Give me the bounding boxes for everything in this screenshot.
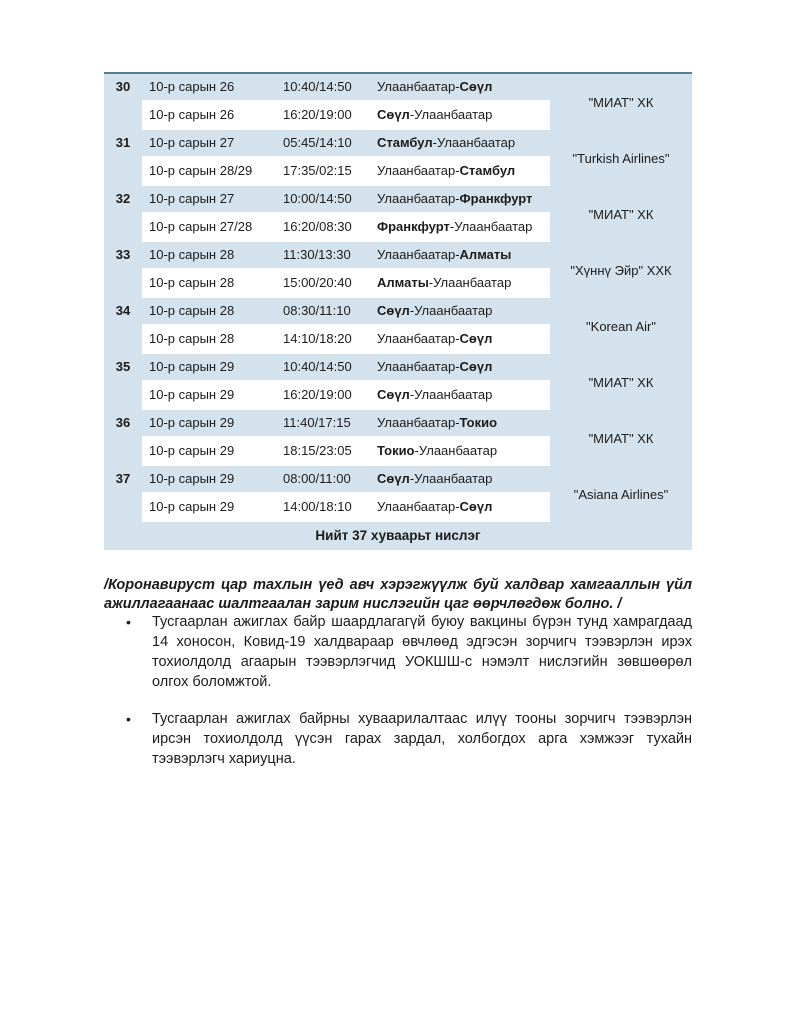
flight-number: 31 bbox=[115, 135, 131, 150]
flight-time: 10:40/14:50 bbox=[283, 79, 352, 94]
flight-time: 08:30/11:10 bbox=[283, 303, 351, 318]
destination-city: Франкфурт bbox=[459, 191, 533, 206]
flight-date: 10-р сарын 26 bbox=[149, 107, 235, 122]
flight-time: 18:15/23:05 bbox=[283, 443, 352, 458]
flight-number: 33 bbox=[115, 247, 131, 262]
flight-date: 10-р сарын 28 bbox=[149, 275, 235, 290]
flight-outbound-row bbox=[142, 74, 550, 100]
flight-date: 10-р сарын 27 bbox=[149, 191, 235, 206]
flight-route: Улаанбаатар-Сөүл bbox=[377, 359, 493, 374]
flight-outbound-row bbox=[142, 298, 550, 324]
flight-group bbox=[104, 74, 692, 130]
destination-city: Токио bbox=[459, 415, 498, 430]
flight-date: 10-р сарын 29 bbox=[149, 415, 235, 430]
airline-name: "Хүннү Эйр" ХХК bbox=[570, 262, 672, 278]
airline-name: "Turkish Airlines" bbox=[572, 150, 670, 166]
flight-number: 34 bbox=[115, 303, 131, 318]
flight-outbound-row bbox=[142, 410, 550, 436]
bullet-text: Тусгаарлан ажиглах байр шаардлагагүй буюу вакцины бүрэн тунд хамрагдаад 14 хоносон, Ковид-19 халдвараар өвчлөөд эдгэсэн зорчигч тээвэрлэн ирэх тохиолдолд агаарын тээвэрлэгчид УОКШШ-с нэмэлт нислэгийн зөвшөөрөл олгох боломжтой. bbox=[152, 614, 692, 690]
flight-date: 10-р сарын 28 bbox=[149, 247, 235, 262]
flight-outbound-row bbox=[142, 242, 550, 268]
destination-city: Сөүл bbox=[377, 107, 410, 122]
flight-return-row bbox=[142, 324, 550, 354]
flight-route: Улаанбаатар-Сөүл bbox=[377, 79, 493, 94]
flight-time: 15:00/20:40 bbox=[283, 275, 352, 290]
list-item bbox=[126, 709, 692, 769]
flight-date: 10-р сарын 26 bbox=[149, 79, 235, 94]
flight-route: Сөүл-Улаанбаатар bbox=[377, 387, 493, 402]
flight-time: 10:00/14:50 bbox=[283, 191, 352, 206]
flight-outbound-row bbox=[142, 354, 550, 380]
flight-outbound-row bbox=[142, 130, 550, 156]
airline-name: "МИАТ" ХК bbox=[588, 94, 654, 110]
airline-name: "МИАТ" ХК bbox=[588, 206, 654, 222]
flight-number: 32 bbox=[115, 191, 131, 206]
flight-route: Улаанбаатар-Стамбул bbox=[377, 163, 516, 178]
destination-city: Токио bbox=[377, 443, 415, 458]
airline-name: "МИАТ" ХК bbox=[588, 374, 654, 390]
flight-date: 10-р сарын 27/28 bbox=[149, 219, 253, 234]
destination-city: Сөүл bbox=[459, 79, 493, 94]
flight-return-row bbox=[142, 492, 550, 522]
list-item bbox=[126, 612, 692, 692]
destination-city: Франкфурт bbox=[377, 219, 450, 234]
flight-route: Улаанбаатар-Сөүл bbox=[377, 499, 493, 514]
flight-return-row bbox=[142, 100, 550, 130]
destination-city: Алматы bbox=[377, 275, 429, 290]
flight-route: Токио-Улаанбаатар bbox=[377, 443, 498, 458]
flight-time: 05:45/14:10 bbox=[283, 135, 352, 150]
flight-time: 08:00/11:00 bbox=[283, 471, 351, 486]
notes-list bbox=[126, 612, 692, 769]
flight-date: 10-р сарын 28 bbox=[149, 303, 235, 318]
flight-time: 10:40/14:50 bbox=[283, 359, 352, 374]
flight-return-row bbox=[142, 268, 550, 298]
flight-time: 11:40/17:15 bbox=[283, 415, 351, 430]
flight-time: 14:00/18:10 bbox=[283, 499, 352, 514]
destination-city: Сөүл bbox=[459, 359, 493, 374]
flight-return-row bbox=[142, 212, 550, 242]
destination-city: Стамбул bbox=[459, 163, 516, 178]
flight-number: 36 bbox=[115, 415, 131, 430]
flight-route: Франкфурт-Улаанбаатар bbox=[377, 219, 533, 234]
flight-number: 30 bbox=[115, 79, 131, 94]
bullet-icon: • bbox=[126, 614, 131, 630]
flight-group bbox=[104, 242, 692, 298]
flight-date: 10-р сарын 29 bbox=[149, 499, 235, 514]
flight-route: Улаанбаатар-Алматы bbox=[377, 247, 512, 262]
flight-route: Улаанбаатар-Токио bbox=[377, 415, 498, 430]
schedule-change-note: /Коронавируст цар тахлын үед авч хэрэгжүүлж буй халдвар хамгааллын үйл ажиллагаанаас шалтгаалан зарим нислэгийн цаг өөрчлөгдөж болно. / bbox=[104, 576, 692, 612]
destination-city: Сөүл bbox=[377, 387, 410, 402]
flight-time: 16:20/08:30 bbox=[283, 219, 352, 234]
flight-date: 10-р сарын 29 bbox=[149, 387, 235, 402]
flight-date: 10-р сарын 29 bbox=[149, 359, 235, 374]
flight-date: 10-р сарын 29 bbox=[149, 471, 235, 486]
table-total-row: Нийт 37 хуваарьт нислэг bbox=[315, 528, 481, 543]
destination-city: Сөүл bbox=[459, 331, 493, 346]
flight-return-row bbox=[142, 380, 550, 410]
flight-group bbox=[104, 410, 692, 466]
flight-time: 11:30/13:30 bbox=[283, 247, 351, 262]
destination-city: Сөүл bbox=[459, 499, 493, 514]
destination-city: Сөүл bbox=[377, 303, 410, 318]
bullet-text: Тусгаарлан ажиглах байрны хуваарилалтаас илүү тооны зорчигч тээвэрлэн ирсэн тохиолдолд үүсэн гарах зардал, холбогдох арга хэмжээг тухайн тээвэрлэгч хариуцна. bbox=[152, 711, 692, 767]
bullet-icon: • bbox=[126, 711, 131, 727]
flight-route: Улаанбаатар-Сөүл bbox=[377, 331, 493, 346]
flight-schedule-table bbox=[104, 72, 692, 550]
flight-group bbox=[104, 130, 692, 186]
flight-group bbox=[104, 298, 692, 354]
flight-time: 16:20/19:00 bbox=[283, 387, 352, 402]
destination-city: Алматы bbox=[459, 247, 512, 262]
flight-group bbox=[104, 466, 692, 522]
flight-number: 35 bbox=[115, 359, 131, 374]
flight-route: Сөүл-Улаанбаатар bbox=[377, 107, 493, 122]
flight-return-row bbox=[142, 156, 550, 186]
flight-outbound-row bbox=[142, 466, 550, 492]
flight-time: 14:10/18:20 bbox=[283, 331, 352, 346]
flight-group bbox=[104, 354, 692, 410]
flight-group bbox=[104, 186, 692, 242]
flight-outbound-row bbox=[142, 186, 550, 212]
destination-city: Сөүл bbox=[377, 471, 410, 486]
flight-route: Сөүл-Улаанбаатар bbox=[377, 471, 493, 486]
flight-route: Сөүл-Улаанбаатар bbox=[377, 303, 493, 318]
flight-number: 37 bbox=[115, 471, 131, 486]
airline-name: "МИАТ" ХК bbox=[588, 430, 654, 446]
flight-time: 16:20/19:00 bbox=[283, 107, 352, 122]
flight-table-body bbox=[104, 74, 692, 522]
flight-route: Улаанбаатар-Франкфурт bbox=[377, 191, 533, 206]
airline-name: "Asiana Airlines" bbox=[573, 486, 669, 502]
flight-date: 10-р сарын 28/29 bbox=[149, 163, 253, 178]
flight-date: 10-р сарын 28 bbox=[149, 331, 235, 346]
flight-route: Стамбул-Улаанбаатар bbox=[377, 135, 516, 150]
destination-city: Стамбул bbox=[377, 135, 433, 150]
airline-name: "Korean Air" bbox=[586, 318, 656, 334]
flight-time: 17:35/02:15 bbox=[283, 163, 352, 178]
flight-return-row bbox=[142, 436, 550, 466]
flight-date: 10-р сарын 27 bbox=[149, 135, 235, 150]
flight-route: Алматы-Улаанбаатар bbox=[377, 275, 512, 290]
flight-date: 10-р сарын 29 bbox=[149, 443, 235, 458]
